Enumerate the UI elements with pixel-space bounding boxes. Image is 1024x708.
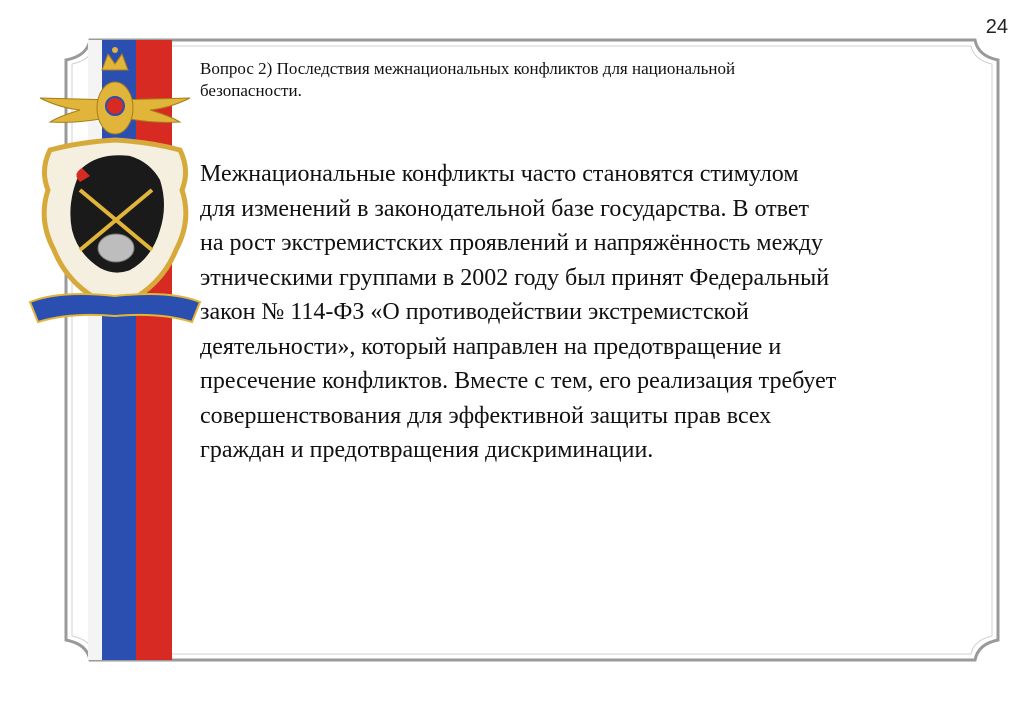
body-line: этническими группами в 2002 году был принят Федеральный xyxy=(200,264,830,291)
body-line: на рост экстремистских проявлений и напряжённость между xyxy=(200,230,824,256)
body-line: пресечение конфликтов. Вместе с тем, его реализация требует xyxy=(200,368,837,394)
question-line: Вопрос 2) Последствия межнациональных конфликтов для национальной xyxy=(200,59,736,78)
question-line: безопасности. xyxy=(200,81,302,100)
question-heading xyxy=(200,58,900,102)
body-paragraph xyxy=(200,157,980,468)
body-line: граждан и предотвращения дискриминации. xyxy=(200,437,654,463)
police-emblem-icon xyxy=(20,40,210,340)
body-line: деятельности», который направлен на предотвращение и xyxy=(200,333,782,360)
body-line: совершенствования для эффективной защиты прав всех xyxy=(200,402,772,429)
body-line: Межнациональные конфликты часто становятся стимулом xyxy=(200,161,799,187)
slide-number: 24 xyxy=(985,16,1008,38)
body-line: для изменений в законодательной базе государства. В ответ xyxy=(200,195,809,222)
body-line: закон № 114-ФЗ «О противодействии экстремистской xyxy=(200,299,749,325)
